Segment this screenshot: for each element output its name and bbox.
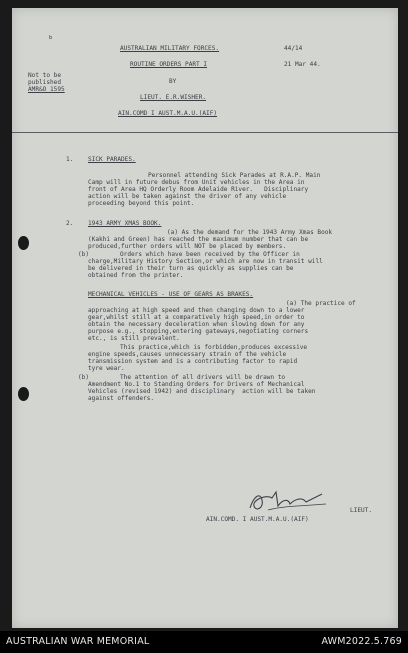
restriction-line-3: AMR&O 1595 bbox=[28, 86, 65, 93]
order-3-line: transmission system and is a contributing factor to rapid bbox=[88, 358, 298, 365]
pen-mark: ᵇ bbox=[48, 35, 54, 45]
order-3-line: against offenders. bbox=[88, 395, 155, 402]
order-2-line: obtained from the printer. bbox=[88, 272, 184, 279]
order-3-heading: MECHANICAL VEHICLES - USE OF GEARS AS BRAKES. bbox=[88, 291, 254, 298]
order-3-line: obtain the necessary deceleration when slowing down for any bbox=[88, 321, 305, 328]
header-divider bbox=[12, 132, 398, 133]
order-1-heading: SICK PARADES. bbox=[88, 156, 136, 163]
order-2-number: 2. bbox=[66, 220, 74, 227]
document-subtitle: ROUTINE ORDERS PART I bbox=[130, 61, 208, 68]
order-2-line: (a) As the demand for the 1943 Army Xmas Book bbox=[167, 229, 333, 236]
order-3-sub-b: (b) bbox=[78, 374, 90, 381]
order-2-heading: 1943 ARMY XMAS BOOK. bbox=[88, 220, 162, 227]
signature-unit: AIN.COMD. I AUST.M.A.U.(AIF) bbox=[206, 516, 309, 523]
punch-hole bbox=[18, 236, 29, 250]
order-1-number: 1. bbox=[66, 156, 74, 163]
signature-rank: LIEUT. bbox=[350, 507, 373, 514]
document-page bbox=[12, 8, 398, 628]
footer-bar bbox=[0, 631, 408, 653]
order-3-line: gear,whilst still at a comparatively high speed,in order to bbox=[88, 314, 305, 321]
order-1-line: action will be taken against the driver of any vehicle bbox=[88, 193, 287, 200]
punch-hole bbox=[18, 387, 29, 401]
order-1-line: front of Area HQ Orderly Room Adelaide River. Disciplinary bbox=[88, 186, 309, 193]
order-2-line: be delivered in their turn as quickly as supplies can be bbox=[88, 265, 294, 272]
footer-accession-number: AWM2022.5.769 bbox=[321, 636, 402, 647]
order-2-line: produced,further orders will NOT be placed by members. bbox=[88, 243, 287, 250]
order-3-line: The attention of all drivers will be drawn to bbox=[120, 374, 286, 381]
document-date: 21 Mar 44. bbox=[284, 61, 321, 68]
order-2-line: Orders which have been received by the Officer in bbox=[120, 251, 300, 258]
order-1-line: Personnel attending Sick Parades at R.A.P. Main bbox=[148, 172, 321, 179]
by-label: BY bbox=[169, 78, 177, 85]
order-3-line: etc., is still prevalent. bbox=[88, 335, 180, 342]
order-3-line: approaching at high speed and then changing down to a lower bbox=[88, 307, 305, 314]
order-3-line: Amendment No.1 to Standing Orders for Drivers of Mechanical bbox=[88, 381, 305, 388]
order-3-line: purpose e.g., stopping,entering gateways,negotiating corners bbox=[88, 328, 309, 335]
order-2-sub-b: (b) bbox=[78, 251, 90, 258]
order-2-line: charge,Military History Section,or which are now in transit will bbox=[88, 258, 323, 265]
document-title: AUSTRALIAN MILITARY FORCES. bbox=[120, 45, 220, 52]
order-3-line: tyre wear. bbox=[88, 365, 125, 372]
footer-institution: AUSTRALIAN WAR MEMORIAL bbox=[6, 636, 150, 647]
order-1-line: proceeding beyond this point. bbox=[88, 200, 195, 207]
reference-number: 44/14 bbox=[284, 45, 303, 52]
order-3-line: (a) The practice of bbox=[286, 300, 356, 307]
order-1-line: Camp will in future debus from Unit vehicles in the Area in bbox=[88, 179, 305, 186]
restriction-line-1: Not to be bbox=[28, 72, 62, 79]
order-3-line: Vehicles (revised 1942) and disciplinary action will be taken bbox=[88, 388, 316, 395]
issuing-officer: LIEUT. E.R.WISHER. bbox=[140, 94, 207, 101]
order-3-line: engine speeds,causes unnecessary strain of the vehicle bbox=[88, 351, 287, 358]
restriction-line-2: published bbox=[28, 79, 62, 86]
issuing-unit: AIN.COMD I AUST.M.A.U.(AIF) bbox=[118, 110, 218, 117]
handwritten-signature bbox=[242, 486, 332, 516]
order-3-line: This practice,which is forbidden,produces excessive bbox=[120, 344, 308, 351]
order-2-line: (Kakhi and Green) has reached the maximum number that can be bbox=[88, 236, 309, 243]
